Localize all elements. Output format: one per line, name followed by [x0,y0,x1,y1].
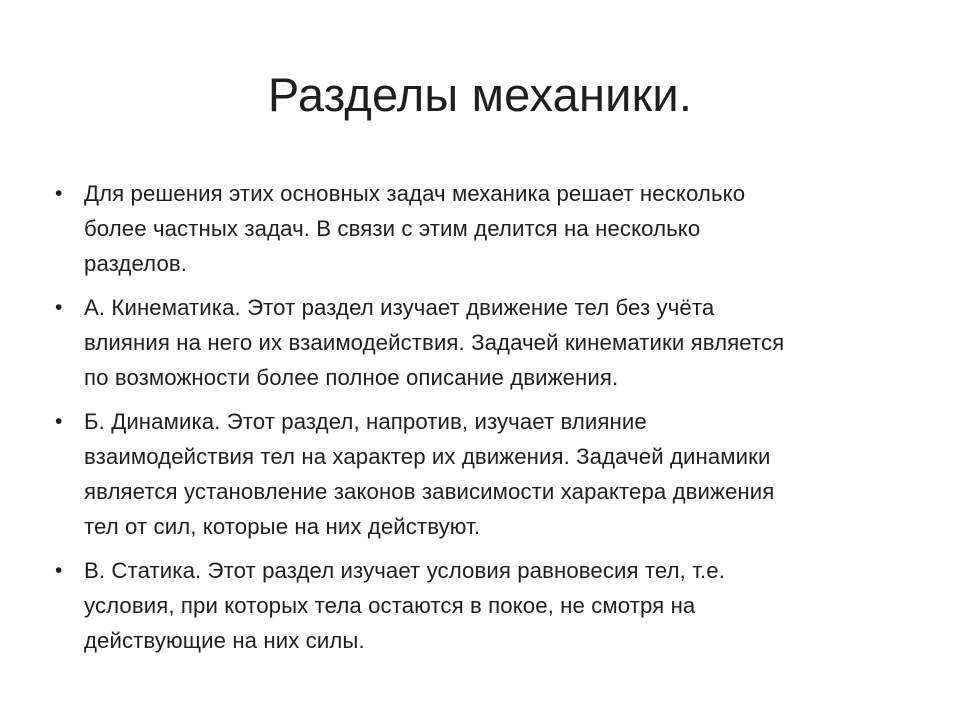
bullet-marker: • [55,410,63,433]
bullet-line: тел от сил, которые на них действуют. [84,514,481,539]
bullet-item [55,404,914,544]
bullet-line: В. Статика. Этот раздел изучает условия равновесия тел, т.е. [84,558,725,583]
bullet-list [55,176,914,667]
slide-title: Разделы механики. [267,68,693,121]
bullet-item [55,176,914,281]
bullet-line: действующие на них силы. [84,628,365,653]
bullet-line: взаимодействия тел на характер их движения. Задачей динамики [84,444,771,469]
bullet-marker: • [55,296,63,319]
bullet-line: более частных задач. В связи с этим делится на несколько [84,216,701,241]
bullet-line: является установление законов зависимости характера движения [84,479,775,504]
bullet-line: Б. Динамика. Этот раздел, напротив, изучает влияние [84,409,647,434]
bullet-marker: • [55,182,63,205]
bullet-item [55,553,914,658]
bullet-line: влияния на него их взаимодействия. Задачей кинематики является [84,330,785,355]
bullet-item [55,290,914,395]
bullet-line: Для решения этих основных задач механика решает несколько [84,181,746,206]
bullet-line: условия, при которых тела остаются в покое, не смотря на [84,593,696,618]
bullet-line: разделов. [84,251,188,276]
bullet-marker: • [55,559,63,582]
bullet-line: по возможности более полное описание движения. [84,365,619,390]
bullet-line: А. Кинематика. Этот раздел изучает движение тел без учёта [84,295,715,320]
